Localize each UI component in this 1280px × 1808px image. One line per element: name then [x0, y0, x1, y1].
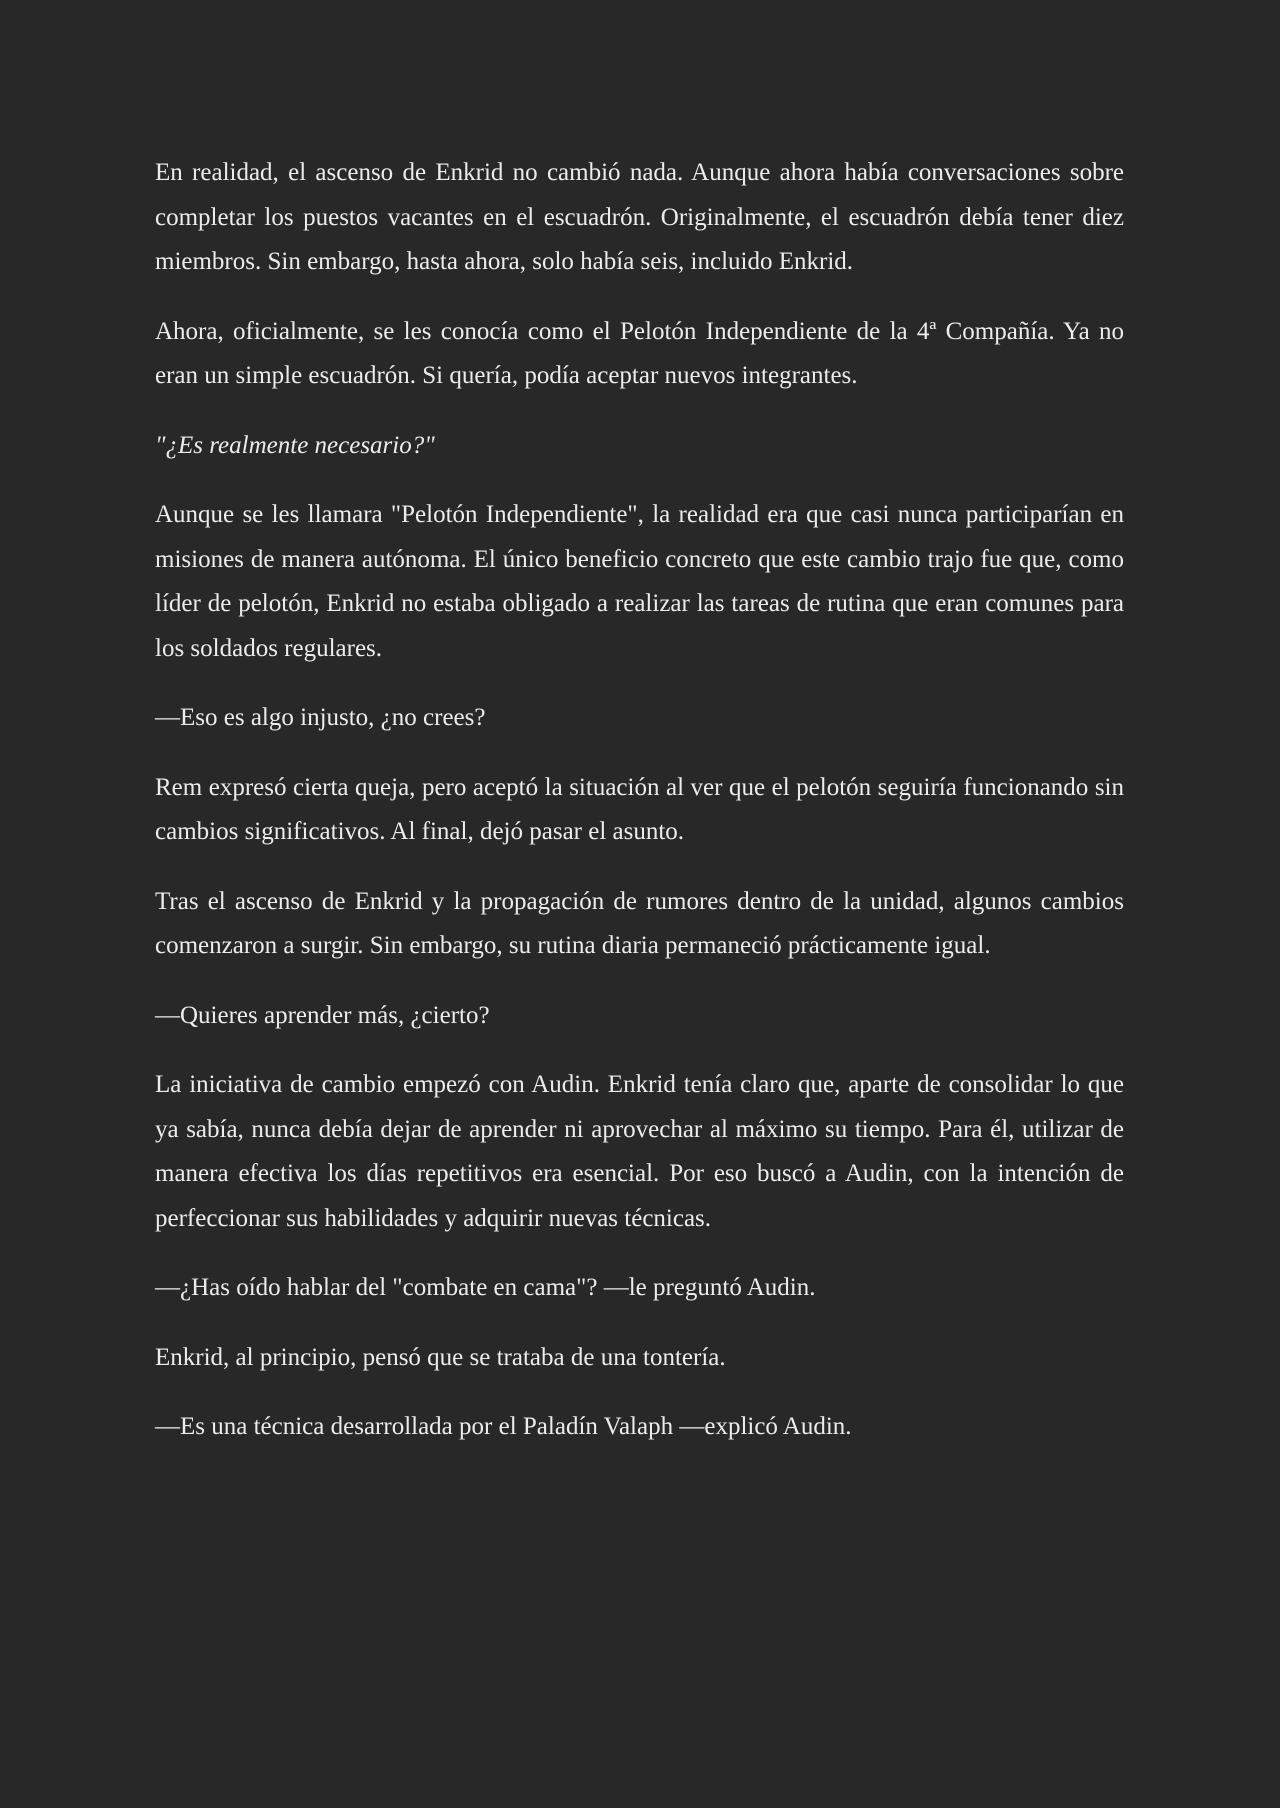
paragraph-8-dialogue: —Quieres aprender más, ¿cierto? [155, 1001, 490, 1029]
paragraph-10-dialogue: —¿Has oído hablar del "combate en cama"? —le preguntó Audin. [155, 1274, 816, 1301]
paragraph-11: Enkrid, al principio, pensó que se trataba de una tontería. [155, 1343, 726, 1371]
paragraph-6: Rem expresó cierta queja, pero aceptó la situación al ver que el pelotón seguiría funcionando sin cambios significativos. Al final, dejó pasar el asunto. [155, 773, 1124, 845]
paragraph-7: Tras el ascenso de Enkrid y la propagación de rumores dentro de la unidad, algunos cambios comenzaron a surgir. Sin embargo, su rutina diaria permaneció prácticamente igual. [155, 887, 1124, 959]
paragraph-5-dialogue: —Eso es algo injusto, ¿no crees? [155, 704, 486, 731]
paragraph-1: En realidad, el ascenso de Enkrid no cambió nada. Aunque ahora había conversaciones sobre completar los puestos vacantes en el escuadrón. Originalmente, el escuadrón debía tener diez miembros. Sin embargo, hasta ahora, solo había seis, incluido Enkrid. [155, 159, 1124, 275]
paragraph-4: Aunque se les llamara "Pelotón Independiente", la realidad era que casi nunca participarían en misiones de manera autónoma. El único beneficio concreto que este cambio trajo fue que, como líder de pelotón, Enkrid no estaba obligado a realizar las tareas de rutina que eran comunes para los soldados regulares. [155, 501, 1124, 662]
paragraph-3-thought: "¿Es realmente necesario?" [155, 431, 435, 459]
paragraph-2: Ahora, oficialmente, se les conocía como el Pelotón Independiente de la 4ª Compañía. Ya no eran un simple escuadrón. Si quería, podía aceptar nuevos integrantes. [155, 317, 1124, 389]
paragraph-12-dialogue: —Es una técnica desarrollada por el Paladín Valaph —explicó Audin. [155, 1413, 852, 1440]
paragraph-9: La iniciativa de cambio empezó con Audin. Enkrid tenía claro que, aparte de consolidar lo que ya sabía, nunca debía dejar de aprender ni aprovechar al máximo su tiempo. Para él, utilizar de manera efectiva los días repetitivos era esencial. Por eso buscó a Audin, con la intención de perfeccionar sus habilidades y adquirir nuevas técnicas. [155, 1071, 1124, 1232]
